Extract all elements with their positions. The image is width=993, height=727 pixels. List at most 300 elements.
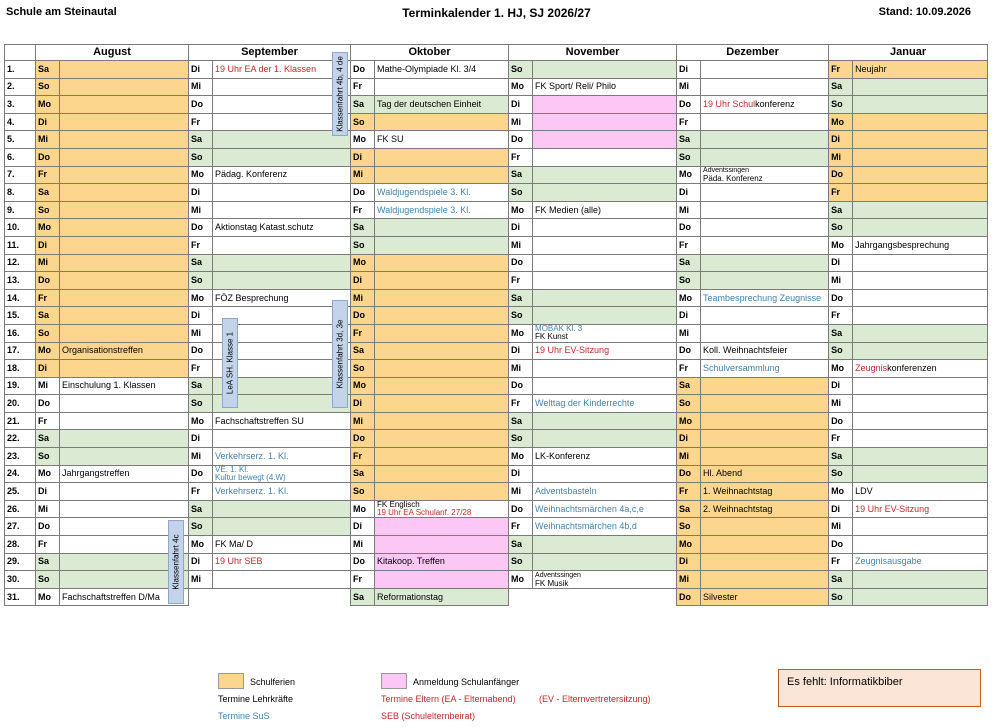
weekday: Di xyxy=(36,236,60,254)
bar-label: LeA SH. Klasse 1 xyxy=(225,331,235,395)
weekday: Sa xyxy=(509,412,533,430)
event-cell: Adventssingen Päda. Konferenz xyxy=(701,166,829,184)
event-cell xyxy=(213,236,351,254)
event-cell: Verkehrserz. 1. Kl. xyxy=(213,483,351,501)
event-cell xyxy=(533,184,677,202)
event-cell xyxy=(213,78,351,96)
weekday: Sa xyxy=(36,184,60,202)
weekday: Fr xyxy=(677,360,701,378)
weekday: So xyxy=(36,324,60,342)
weekday: Di xyxy=(677,430,701,448)
event-cell xyxy=(375,166,509,184)
event-cell xyxy=(701,430,829,448)
event-cell xyxy=(375,236,509,254)
event-cell xyxy=(701,307,829,325)
event-cell: FK Englisch 19 Uhr EA Schulanf. 27/28 xyxy=(375,500,509,518)
weekday: Sa xyxy=(189,254,213,272)
weekday: Fr xyxy=(36,289,60,307)
weekday: Fr xyxy=(189,483,213,501)
weekday: Mi xyxy=(351,536,375,554)
event-cell xyxy=(60,324,189,342)
day-number: 12. xyxy=(5,254,36,272)
event-cell xyxy=(60,236,189,254)
event-cell: 19 Uhr EV-Sitzung xyxy=(853,500,988,518)
weekday: Fr xyxy=(509,272,533,290)
weekday: Do xyxy=(509,500,533,518)
event-cell: FK Sport/ Reli/ Philo xyxy=(533,78,677,96)
event-cell: Fachschaftstreffen D/Ma xyxy=(60,588,189,606)
calendar-row xyxy=(5,395,988,413)
event-cell xyxy=(853,113,988,131)
event-cell: FK SU xyxy=(375,131,509,149)
bar-label: Klassenfahrt 3d, 3e xyxy=(335,319,345,389)
event-cell xyxy=(375,465,509,483)
event-cell: Kitakoop. Treffen xyxy=(375,553,509,571)
event-cell xyxy=(853,324,988,342)
weekday: Fr xyxy=(189,113,213,131)
weekday: Do xyxy=(351,307,375,325)
weekday: Mi xyxy=(36,254,60,272)
event-cell xyxy=(375,518,509,536)
legend-ev: (EV - Elternvertretersitzung) xyxy=(539,694,651,704)
weekday: Mo xyxy=(509,324,533,342)
weekday: So xyxy=(351,113,375,131)
weekday: Sa xyxy=(351,96,375,114)
weekday: Mo xyxy=(829,236,853,254)
legend-sus: Termine SuS xyxy=(218,711,270,721)
calendar-row xyxy=(5,324,988,342)
event-cell xyxy=(375,307,509,325)
weekday: Fr xyxy=(829,553,853,571)
event-cell xyxy=(375,272,509,290)
day-number: 11. xyxy=(5,236,36,254)
event-cell xyxy=(375,430,509,448)
weekday: So xyxy=(677,148,701,166)
weekday: Mo xyxy=(189,166,213,184)
calendar-row xyxy=(5,184,988,202)
calendar-row xyxy=(5,430,988,448)
day-number: 5. xyxy=(5,131,36,149)
legend-lehrkraefte: Termine Lehrkräfte xyxy=(218,694,294,704)
weekday: So xyxy=(677,518,701,536)
weekday: So xyxy=(829,219,853,237)
calendar-row xyxy=(5,236,988,254)
weekday: Fr xyxy=(677,113,701,131)
page-title: Terminkalender 1. HJ, SJ 2026/27 xyxy=(402,6,591,20)
weekday: Mi xyxy=(677,201,701,219)
weekday: So xyxy=(509,61,533,79)
weekday: Mo xyxy=(36,342,60,360)
calendar-row xyxy=(5,342,988,360)
weekday: Sa xyxy=(351,219,375,237)
calendar-body xyxy=(5,61,988,606)
weekday: Di xyxy=(509,219,533,237)
weekday: Mo xyxy=(829,483,853,501)
day-number: 19. xyxy=(5,377,36,395)
weekday: Mi xyxy=(189,571,213,589)
calendar-row xyxy=(5,500,988,518)
event-cell: 19 Uhr EA der 1. Klassen xyxy=(213,61,351,79)
event-cell: Teambesprechung Zeugnisse xyxy=(701,289,829,307)
bar-klassenfahrt-3d-3e xyxy=(332,300,348,408)
weekday: Fr xyxy=(677,236,701,254)
weekday: Di xyxy=(189,307,213,325)
event-cell xyxy=(60,61,189,79)
event-cell xyxy=(375,536,509,554)
weekday: Do xyxy=(509,377,533,395)
event-cell xyxy=(701,272,829,290)
weekday: Sa xyxy=(829,78,853,96)
weekday: Do xyxy=(36,148,60,166)
weekday: Di xyxy=(509,96,533,114)
calendar-row xyxy=(5,377,988,395)
event-cell: Zeugnisausgabe xyxy=(853,553,988,571)
month-header: September xyxy=(189,45,351,61)
event-cell xyxy=(60,483,189,501)
event-cell xyxy=(60,412,189,430)
weekday: Sa xyxy=(36,61,60,79)
weekday: So xyxy=(509,553,533,571)
weekday: Mi xyxy=(189,448,213,466)
bar-label: Klassenfahrt 4b, 4 de xyxy=(335,56,345,132)
event-cell xyxy=(375,360,509,378)
day-number: 27. xyxy=(5,518,36,536)
event-cell xyxy=(701,184,829,202)
event-cell xyxy=(213,588,351,606)
weekday: Do xyxy=(829,412,853,430)
weekday: Di xyxy=(829,377,853,395)
weekday: Di xyxy=(351,395,375,413)
legend-anmeldung: Anmeldung Schulanfänger xyxy=(413,677,520,687)
event-cell xyxy=(60,360,189,378)
event-cell: Weihnachtsmärchen 4b,d xyxy=(533,518,677,536)
weekday: Mi xyxy=(677,448,701,466)
event-cell xyxy=(213,571,351,589)
event-cell xyxy=(701,536,829,554)
weekday: So xyxy=(677,395,701,413)
weekday: Di xyxy=(36,360,60,378)
weekday: Fr xyxy=(829,430,853,448)
weekday: So xyxy=(189,518,213,536)
weekday: Fr xyxy=(189,236,213,254)
event-cell xyxy=(60,166,189,184)
event-cell: Pädag. Konferenz xyxy=(213,166,351,184)
weekday: Mo xyxy=(677,166,701,184)
day-number: 15. xyxy=(5,307,36,325)
event-cell xyxy=(60,430,189,448)
day-number: 24. xyxy=(5,465,36,483)
event-cell xyxy=(533,148,677,166)
event-cell xyxy=(853,395,988,413)
weekday: So xyxy=(36,571,60,589)
event-cell: Silvester xyxy=(701,588,829,606)
event-cell: Waldjugendspiele 3. Kl. xyxy=(375,201,509,219)
weekday: Di xyxy=(36,113,60,131)
event-cell xyxy=(853,184,988,202)
day-number: 1. xyxy=(5,61,36,79)
event-cell: Adventsbasteln xyxy=(533,483,677,501)
weekday: Sa xyxy=(829,571,853,589)
day-number: 26. xyxy=(5,500,36,518)
event-cell xyxy=(375,571,509,589)
event-cell xyxy=(701,553,829,571)
weekday: Do xyxy=(189,465,213,483)
day-number: 13. xyxy=(5,272,36,290)
weekday: Mi xyxy=(36,500,60,518)
event-cell: Adventssingen FK Musik xyxy=(533,571,677,589)
month-header: November xyxy=(509,45,677,61)
weekday: Sa xyxy=(509,289,533,307)
weekday: Do xyxy=(351,184,375,202)
legend-ferien: Schulferien xyxy=(250,677,296,687)
day-number: 30. xyxy=(5,571,36,589)
event-cell: FK Ma/ D xyxy=(213,536,351,554)
weekday: Mo xyxy=(509,571,533,589)
weekday: Fr xyxy=(829,184,853,202)
weekday: Do xyxy=(677,96,701,114)
calendar-row xyxy=(5,465,988,483)
weekday: Mo xyxy=(36,588,60,606)
weekday: Di xyxy=(677,553,701,571)
weekday: Do xyxy=(677,219,701,237)
event-cell xyxy=(213,201,351,219)
event-cell xyxy=(701,518,829,536)
calendar-row xyxy=(5,307,988,325)
event-cell xyxy=(60,96,189,114)
weekday: So xyxy=(189,148,213,166)
event-cell xyxy=(213,184,351,202)
day-number: 9. xyxy=(5,201,36,219)
day-number: 17. xyxy=(5,342,36,360)
weekday: So xyxy=(509,430,533,448)
event-cell xyxy=(853,342,988,360)
weekday: Mi xyxy=(351,289,375,307)
corner-cell xyxy=(5,45,36,61)
event-cell xyxy=(60,113,189,131)
weekday: Mi xyxy=(189,201,213,219)
weekday: So xyxy=(829,342,853,360)
event-cell xyxy=(533,360,677,378)
weekday: So xyxy=(36,78,60,96)
weekday: Di xyxy=(829,131,853,149)
weekday: Di xyxy=(509,465,533,483)
calendar-row xyxy=(5,131,988,149)
event-cell xyxy=(60,307,189,325)
weekday: Mi xyxy=(829,518,853,536)
stand-date: Stand: 10.09.2026 xyxy=(878,6,971,18)
weekday: Mi xyxy=(351,166,375,184)
event-cell xyxy=(533,113,677,131)
event-cell xyxy=(60,272,189,290)
event-cell xyxy=(213,272,351,290)
event-cell: 2. Weihnachtstag xyxy=(701,500,829,518)
weekday: Mi xyxy=(351,412,375,430)
weekday: Do xyxy=(677,588,701,606)
weekday: Fr xyxy=(36,412,60,430)
calendar-row xyxy=(5,412,988,430)
day-number: 7. xyxy=(5,166,36,184)
event-cell xyxy=(375,395,509,413)
event-cell xyxy=(375,412,509,430)
calendar-row xyxy=(5,96,988,114)
weekday: Fr xyxy=(829,61,853,79)
event-cell xyxy=(853,272,988,290)
day-number: 25. xyxy=(5,483,36,501)
weekday: Sa xyxy=(509,536,533,554)
weekday: Sa xyxy=(677,131,701,149)
weekday: Sa xyxy=(36,553,60,571)
weekday: Mo xyxy=(829,360,853,378)
event-cell xyxy=(701,78,829,96)
calendar-row xyxy=(5,254,988,272)
event-cell: Zeugniskonferenzen xyxy=(853,360,988,378)
event-cell xyxy=(213,113,351,131)
day-number: 16. xyxy=(5,324,36,342)
event-cell: Weihnachtsmärchen 4a,c,e xyxy=(533,500,677,518)
event-cell xyxy=(853,307,988,325)
legend-swatch-ferien xyxy=(218,673,244,689)
legend-eltern: Termine Eltern (EA - Elternabend) xyxy=(381,694,516,704)
weekday: Fr xyxy=(351,324,375,342)
event-cell xyxy=(701,61,829,79)
weekday: So xyxy=(189,272,213,290)
weekday: Mo xyxy=(351,131,375,149)
weekday: Di xyxy=(829,254,853,272)
event-cell xyxy=(853,430,988,448)
event-cell xyxy=(213,430,351,448)
event-cell xyxy=(60,131,189,149)
day-number: 23. xyxy=(5,448,36,466)
event-cell xyxy=(533,219,677,237)
weekday: Do xyxy=(829,289,853,307)
weekday: So xyxy=(351,360,375,378)
event-cell xyxy=(213,500,351,518)
event-cell xyxy=(853,448,988,466)
weekday: Do xyxy=(829,166,853,184)
day-number: 21. xyxy=(5,412,36,430)
event-cell: FÖZ Besprechung xyxy=(213,289,351,307)
event-cell: 19 Uhr EV-Sitzung xyxy=(533,342,677,360)
event-cell xyxy=(533,96,677,114)
weekday: Do xyxy=(36,518,60,536)
weekday: Mo xyxy=(189,412,213,430)
event-cell xyxy=(701,448,829,466)
weekday: Mi xyxy=(189,324,213,342)
weekday: Do xyxy=(351,430,375,448)
calendar-row xyxy=(5,219,988,237)
day-number: 22. xyxy=(5,430,36,448)
event-cell: 1. Weihnachtstag xyxy=(701,483,829,501)
event-cell xyxy=(701,201,829,219)
weekday: Mi xyxy=(677,78,701,96)
weekday: Sa xyxy=(829,324,853,342)
weekday: Sa xyxy=(189,131,213,149)
weekday: So xyxy=(829,588,853,606)
calendar-row xyxy=(5,78,988,96)
weekday: Do xyxy=(351,553,375,571)
weekday: Sa xyxy=(509,166,533,184)
weekday: So xyxy=(36,448,60,466)
weekday: Do xyxy=(189,219,213,237)
weekday: Fr xyxy=(509,148,533,166)
event-cell xyxy=(375,483,509,501)
day-number: 14. xyxy=(5,289,36,307)
weekday: Fr xyxy=(829,307,853,325)
calendar-table xyxy=(4,44,988,606)
event-cell xyxy=(853,588,988,606)
calendar-row xyxy=(5,448,988,466)
event-cell xyxy=(375,148,509,166)
weekday: Mi xyxy=(829,148,853,166)
event-cell xyxy=(60,148,189,166)
day-number: 31. xyxy=(5,588,36,606)
calendar-row xyxy=(5,536,988,554)
weekday: Sa xyxy=(351,342,375,360)
weekday: Fr xyxy=(509,518,533,536)
event-cell xyxy=(853,536,988,554)
weekday: Di xyxy=(189,184,213,202)
event-cell xyxy=(533,553,677,571)
weekday: Mo xyxy=(189,536,213,554)
event-cell: Hl. Abend xyxy=(701,465,829,483)
event-cell: VE. 1. Kl. Kultur bewegt (4.W) xyxy=(213,465,351,483)
event-cell: Verkehrserz. 1. Kl. xyxy=(213,448,351,466)
weekday: Sa xyxy=(677,377,701,395)
weekday: Mo xyxy=(351,377,375,395)
weekday: Mi xyxy=(677,324,701,342)
event-cell: LK-Konferenz xyxy=(533,448,677,466)
weekday: Mi xyxy=(829,395,853,413)
event-cell xyxy=(853,96,988,114)
event-cell xyxy=(60,219,189,237)
weekday: Mo xyxy=(829,113,853,131)
event-cell xyxy=(60,254,189,272)
calendar-row xyxy=(5,518,988,536)
event-cell xyxy=(701,219,829,237)
weekday: Sa xyxy=(677,500,701,518)
weekday: Mo xyxy=(351,500,375,518)
event-cell xyxy=(375,342,509,360)
weekday: Sa xyxy=(189,500,213,518)
weekday: Fr xyxy=(36,166,60,184)
weekday: Do xyxy=(36,395,60,413)
event-cell xyxy=(533,536,677,554)
weekday: Do xyxy=(509,254,533,272)
weekday: Do xyxy=(189,342,213,360)
day-number: 8. xyxy=(5,184,36,202)
event-cell xyxy=(375,219,509,237)
month-header: August xyxy=(36,45,189,61)
event-cell xyxy=(701,236,829,254)
weekday: Fr xyxy=(351,448,375,466)
weekday: Di xyxy=(677,184,701,202)
event-cell xyxy=(533,377,677,395)
calendar-row xyxy=(5,272,988,290)
weekday: So xyxy=(189,395,213,413)
weekday: So xyxy=(677,272,701,290)
bar-klassenfahrt-4b-4e xyxy=(332,52,348,136)
event-cell: LDV xyxy=(853,483,988,501)
event-cell xyxy=(375,289,509,307)
event-cell: Jahrgangstreffen xyxy=(60,465,189,483)
weekday: Mo xyxy=(36,465,60,483)
calendar-row xyxy=(5,571,988,589)
weekday: Fr xyxy=(36,536,60,554)
event-cell xyxy=(533,61,677,79)
weekday: Di xyxy=(189,61,213,79)
weekday: Fr xyxy=(509,395,533,413)
event-cell: Schulversammlung xyxy=(701,360,829,378)
